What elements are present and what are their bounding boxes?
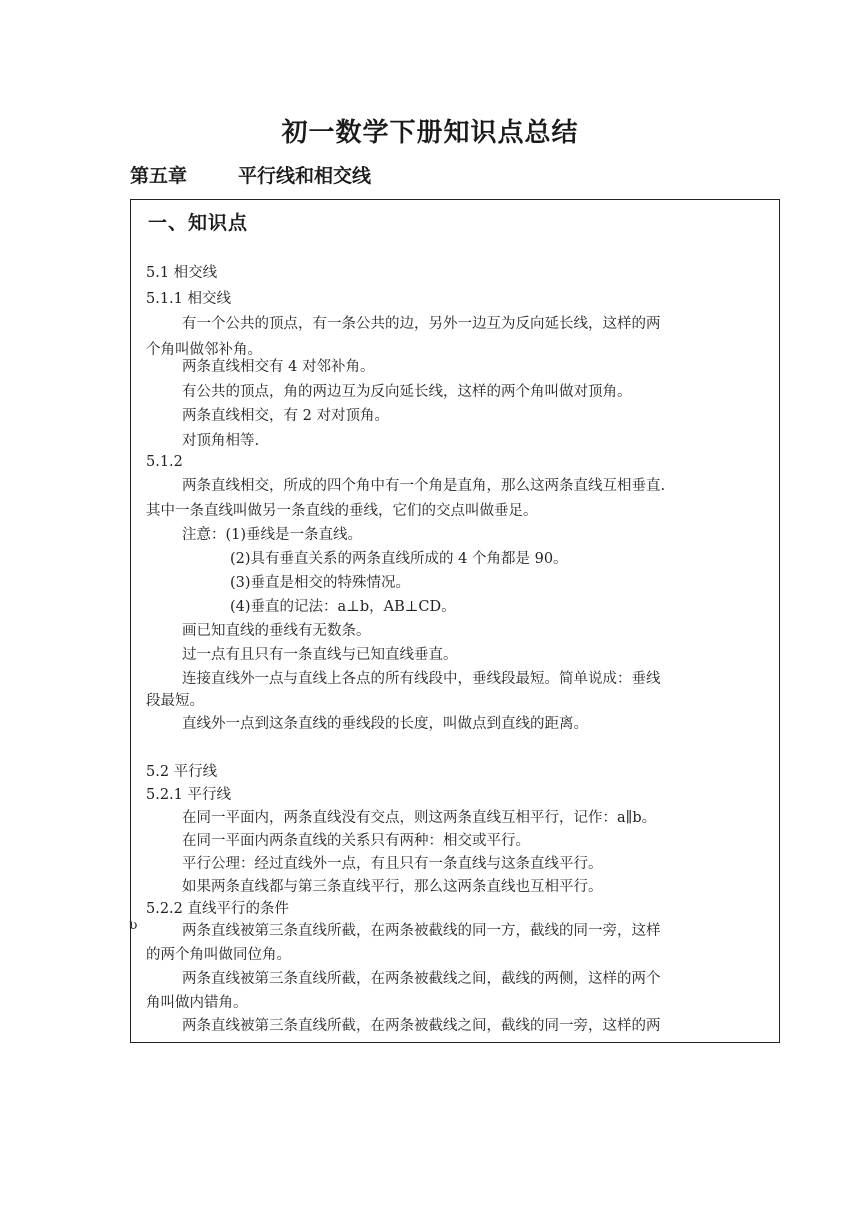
text-line: 两条直线被第三条直线所截，在两条被截线之间，截线的同一旁，这样的两 — [182, 1018, 661, 1034]
text-line: 在同一平面内，两条直线没有交点，则这两条直线互相平行，记作：a∥b。 — [182, 810, 657, 826]
text-line: (2)具有垂直关系的两条直线所成的 4 个角都是 90。 — [230, 551, 568, 567]
text-line: 过一点有且只有一条直线与已知直线垂直。 — [182, 647, 458, 663]
chapter-heading — [130, 161, 371, 188]
text-line: 其中一条直线叫做另一条直线的垂线，它们的交点叫做垂足。 — [146, 503, 538, 519]
text-line: 两条直线相交有 4 对邻补角。 — [182, 359, 375, 375]
text-line: 连接直线外一点与直线上各点的所有线段中，垂线段最短。简单说成：垂线 — [182, 671, 661, 687]
chapter-number: 第五章 — [130, 165, 188, 187]
section-heading: 一、知识点 — [148, 212, 249, 234]
text-line: 两条直线被第三条直线所截，在两条被截线之间，截线的两侧，这样的两个 — [182, 971, 661, 987]
text-line: 如果两条直线都与第三条直线平行，那么这两条直线也互相平行。 — [182, 879, 603, 895]
chapter-name: 平行线和相交线 — [238, 165, 372, 187]
text-line: 两条直线相交，所成的四个角中有一个角是直角，那么这两条直线互相垂直. — [182, 478, 666, 494]
text-line: 在同一平面内两条直线的关系只有两种：相交或平行。 — [182, 833, 530, 849]
text-line: (4)垂直的记法：a⊥b，AB⊥CD。 — [230, 599, 456, 615]
text-line: 有一个公共的顶点，有一条公共的边，另外一边互为反向延长线，这样的两 — [182, 316, 661, 332]
text-line: 角叫做内错角。 — [146, 995, 248, 1011]
margin-mark: ʋ — [129, 917, 138, 933]
text-line: 的两个角叫做同位角。 — [146, 947, 291, 963]
text-line: 注意：(1)垂线是一条直线。 — [182, 527, 363, 543]
text-line: 5.1.2 — [146, 454, 183, 470]
text-line: 5.1 相交线 — [146, 265, 218, 281]
text-line: 画已知直线的垂线有无数条。 — [182, 623, 371, 639]
text-line: (3)垂直是相交的特殊情况。 — [230, 575, 411, 591]
text-line: 有公共的顶点，角的两边互为反向延长线，这样的两个角叫做对顶角。 — [182, 384, 632, 400]
text-line: 个角叫做邻补角。 — [146, 342, 262, 358]
text-line: 平行公理：经过直线外一点，有且只有一条直线与这条直线平行。 — [182, 856, 603, 872]
text-line: 5.2 平行线 — [146, 764, 218, 780]
document-title: 初一数学下册知识点总结 — [281, 118, 579, 148]
text-line: 直线外一点到这条直线的垂线段的长度，叫做点到直线的距离。 — [182, 716, 588, 732]
text-line: 两条直线被第三条直线所截，在两条被截线的同一方，截线的同一旁，这样 — [182, 923, 661, 939]
text-line: 5.2.2 直线平行的条件 — [146, 901, 290, 917]
text-line: 5.1.1 相交线 — [146, 291, 232, 307]
text-line: 5.2.1 平行线 — [146, 787, 232, 803]
text-line: 对顶角相等. — [182, 433, 260, 449]
text-line: 两条直线相交，有 2 对对顶角。 — [182, 408, 389, 424]
text-line: 段最短。 — [146, 693, 204, 709]
